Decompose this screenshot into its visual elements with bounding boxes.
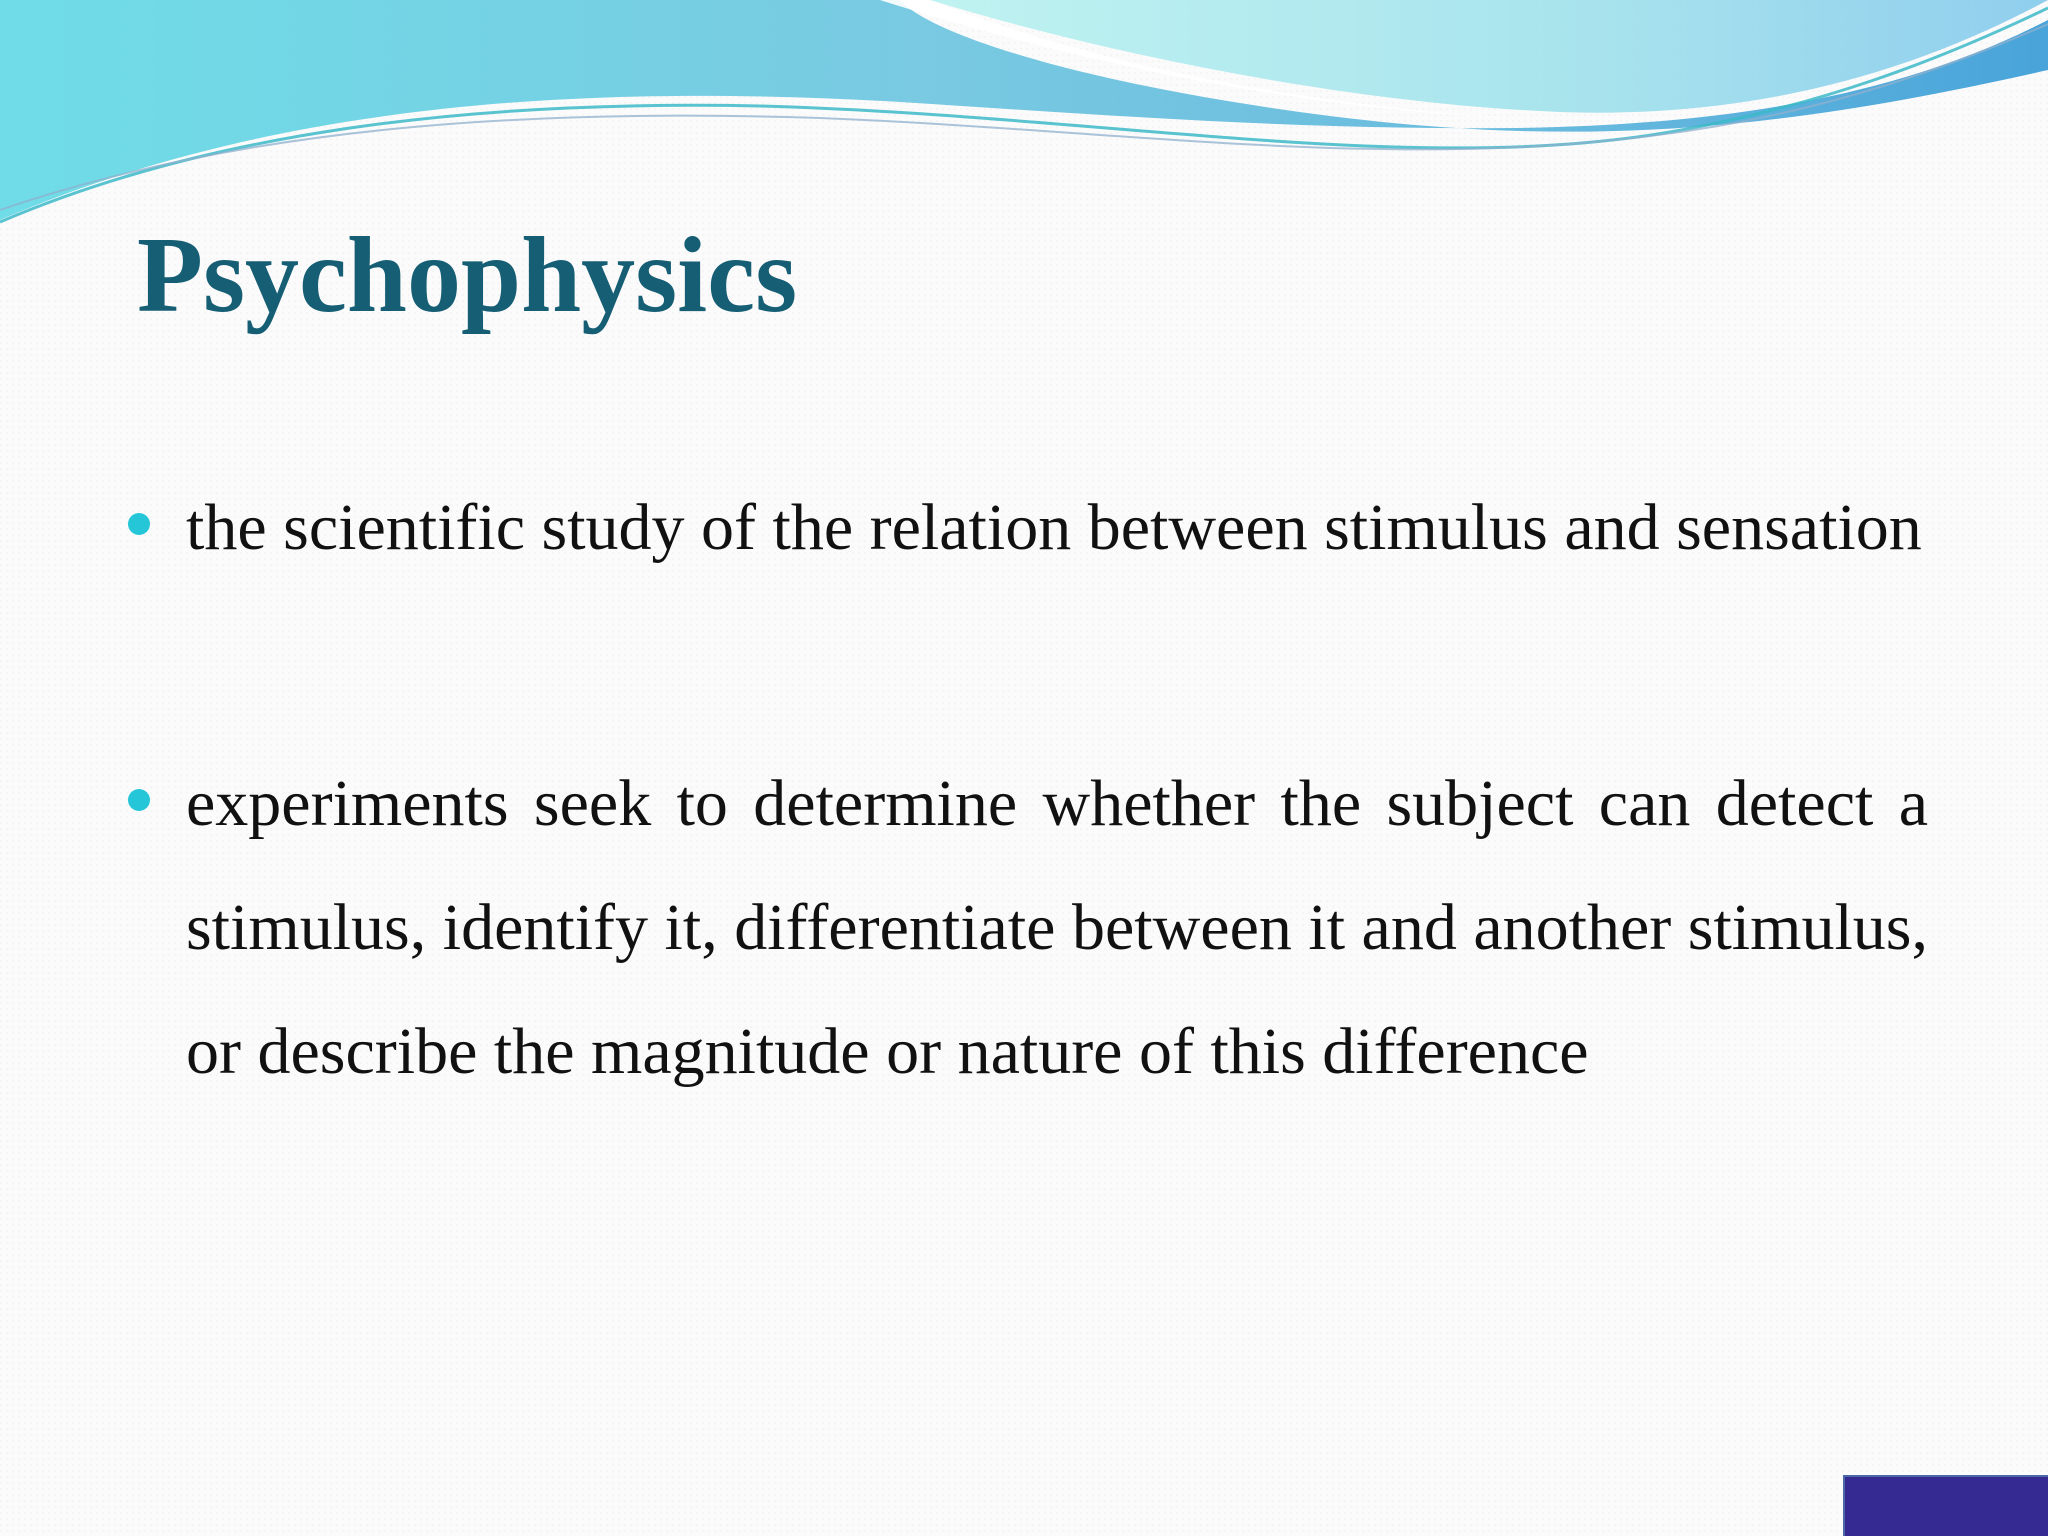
bullet-text: the scientific study of the relation between stimulus and sensation [186,491,1922,564]
bullet-item [128,742,1928,1114]
bullet-dot-icon [128,789,150,811]
bullet-dot-icon [128,513,150,535]
bullet-text: experiments seek to determine whether the subject can detect a stimulus, identify it, differentiate between it and another stimulus, or describe the magnitude or nature of this difference [186,767,1928,1088]
header-wave-banner [0,0,2048,240]
slide-title: Psychophysics [137,216,798,335]
footer-corner-rectangle [1843,1475,2048,1536]
bullet-list [128,466,1928,1114]
bullet-item [128,466,1928,590]
